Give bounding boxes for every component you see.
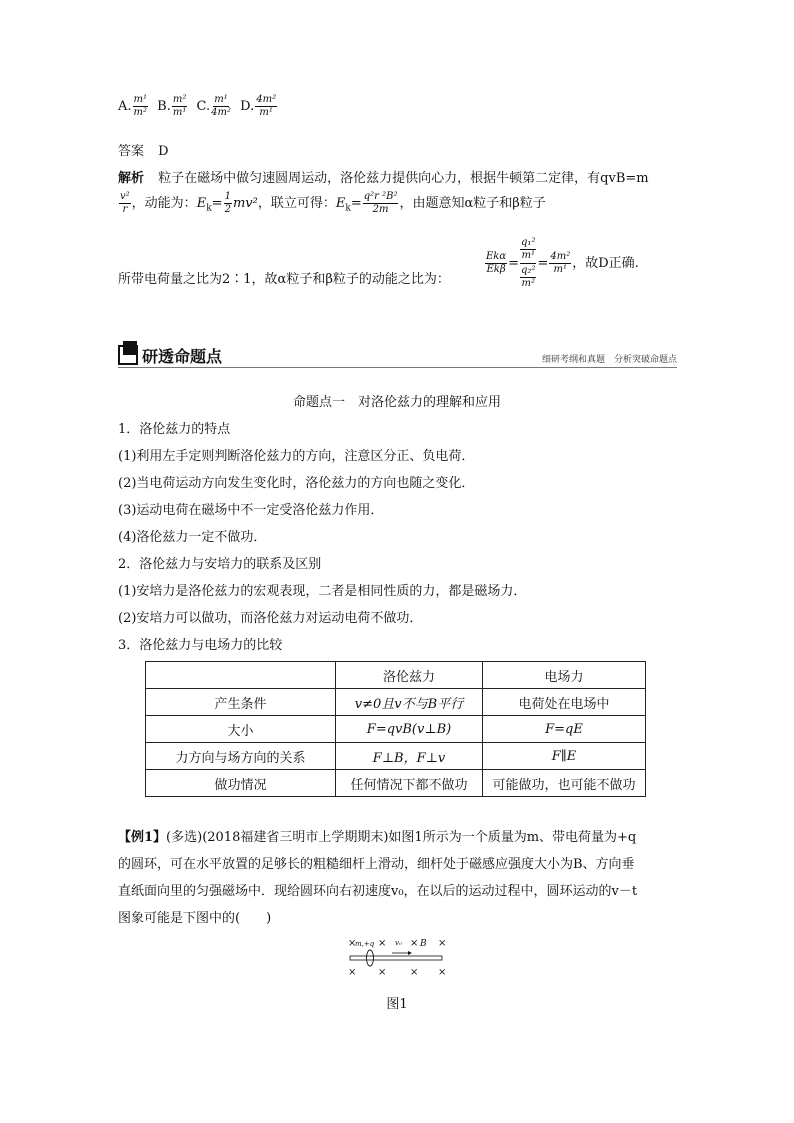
option-c-fraction: $\frac{\text{m¹}}{\text{4m²}}$ <box>211 94 231 118</box>
example-line-3: 直纸面向里的匀强磁场中．现给圆环向右初速度v₀，在以后的运动过程中，圆环运动的v－t <box>118 884 638 899</box>
analysis-line-1 <box>118 167 649 186</box>
table-cell: 任何情况下都不做功 <box>336 770 483 797</box>
table-row <box>146 716 646 743</box>
option-c-label: C. <box>196 99 211 114</box>
example-tag: 【例1】 <box>118 830 167 845</box>
item-4: (3)运动电荷在磁场中不一定受洛伦兹力作用． <box>118 503 384 518</box>
rod <box>350 956 442 960</box>
field-cross: × <box>410 938 419 949</box>
result-fraction: $\frac{\text{4m²}}{\text{m¹}}$ <box>550 251 571 275</box>
velocity-arrowhead <box>408 951 412 955</box>
answer-value: D <box>158 144 169 159</box>
item-1: 1．洛伦兹力的特点 <box>118 422 231 437</box>
item-8: (2)安培力可以做功，而洛伦兹力对运动电荷不做功． <box>118 611 423 626</box>
analysis-text-1: 粒子在磁场中做匀速圆周运动，洛伦兹力提供向心力，根据牛顿第二定律，有qvB=m <box>158 171 649 186</box>
field-cross: × <box>378 938 387 949</box>
analysis-line-2 <box>118 192 546 215</box>
ek-subscript-2: k <box>345 203 351 214</box>
field-cross: × <box>410 967 419 978</box>
option-b-label: B. <box>157 99 171 114</box>
velocity-label: v₀ <box>395 939 402 947</box>
table-header-cell: 洛伦兹力 <box>336 662 483 689</box>
field-cross: × <box>348 967 357 978</box>
ek-symbol: E <box>196 196 207 211</box>
option-d-fraction: $\frac{\text{4m²}}{\text{m¹}}$ <box>256 94 277 118</box>
item-5: (4)洛伦兹力一定不做功． <box>118 530 267 545</box>
section-subtitle: 细研考纲和真题 分析突破命题点 <box>541 355 677 365</box>
figure-caption: 图1 <box>386 997 408 1012</box>
eq-sign-2: = <box>350 196 362 211</box>
eq-sign-3: = <box>508 256 520 271</box>
ratio-expression <box>484 238 639 289</box>
option-a-label: A. <box>118 99 132 114</box>
eq-sign-4: = <box>537 256 549 271</box>
option-d-label: D. <box>240 99 255 114</box>
ek-ratio: $\frac{\text{Ekα}}{\text{Ekβ}}$ <box>486 251 507 275</box>
comparison-table <box>145 661 646 797</box>
section-header <box>118 343 677 368</box>
answer-line <box>118 140 169 159</box>
item-7: (1)安培力是洛伦兹力的宏观表现，二者是相同性质的力，都是磁场力． <box>118 584 527 599</box>
table-cell: F=qE <box>483 716 646 743</box>
table-cell: v≠0且v不与B平行 <box>336 689 483 716</box>
field-cross: × <box>438 938 447 949</box>
section-title: 研透命题点 <box>142 347 223 366</box>
energy-fraction: $\frac{\text{q²r ²B²}}{2m}$ <box>363 191 398 215</box>
analysis-label: 解析 <box>118 171 145 186</box>
example-text-1: (多选)(2018福建省三明市上学期期末)如图1所示为一个质量为m、带电荷量为+q <box>166 830 637 845</box>
item-3: (2)当电荷运动方向发生变化时，洛伦兹力的方向也随之变化． <box>118 476 475 491</box>
ek-subscript: k <box>206 203 212 214</box>
table-cell: 可能做功，也可能不做功 <box>483 770 646 797</box>
field-cross: × <box>378 967 387 978</box>
figure-1 <box>340 934 460 986</box>
table-row <box>146 743 646 770</box>
options-row <box>118 95 278 118</box>
analysis-text-2b: ，联立可得： <box>257 196 336 211</box>
v2-over-r: $\frac{\text{v²}}{r}$ <box>120 191 130 215</box>
analysis-text-2a: ，动能为： <box>131 196 197 211</box>
table-cell: 力方向与场方向的关系 <box>146 743 336 770</box>
answer-label: 答案 <box>118 144 145 159</box>
point-title: 命题点一 对洛伦兹力的理解和应用 <box>292 395 501 410</box>
example-line-1 <box>118 826 636 845</box>
ek-symbol-2: E <box>335 196 346 211</box>
table-cell: 做功情况 <box>146 770 336 797</box>
table-row <box>146 770 646 797</box>
table-cell: F⊥B，F⊥v <box>336 743 483 770</box>
option-b-fraction: $\frac{\text{m²}}{\text{m¹}}$ <box>172 94 187 118</box>
option-a-fraction: $\frac{\text{m¹}}{\text{m²}}$ <box>133 94 148 118</box>
item-9: 3．洛伦兹力与电场力的比较 <box>118 638 283 653</box>
table-cell: 产生条件 <box>146 689 336 716</box>
mass-charge-label: m,+q <box>355 940 375 948</box>
item-6: 2．洛伦兹力与安培力的联系及区别 <box>118 557 322 572</box>
field-cross: × <box>438 967 447 978</box>
field-label: B <box>420 939 427 949</box>
table-header-cell <box>146 662 336 689</box>
field-cross: × <box>348 938 357 949</box>
table-row <box>146 689 646 716</box>
analysis-text-3b: ，故D正确. <box>572 256 639 271</box>
table-header-row <box>146 662 646 689</box>
table-cell: 电荷处在电场中 <box>483 689 646 716</box>
eq-sign: = <box>211 196 223 211</box>
table-cell: F∥E <box>483 743 646 770</box>
half-fraction: $\frac{1}{2}$ <box>224 191 231 215</box>
mv2: mv² <box>232 196 258 211</box>
rod-and-ring <box>340 948 460 968</box>
table-cell: 大小 <box>146 716 336 743</box>
analysis-text-3a: 所带电荷量之比为2∶1，故α粒子和β粒子的动能之比为： <box>118 272 450 287</box>
compound-fraction: $\frac{\frac{\text{q₁²}}{\text{m¹}}}{\frac{\text{q₂²}}{\text{m²}}}$ <box>521 237 536 289</box>
table-header-cell: 电场力 <box>483 662 646 689</box>
table-cell: F=qvB(v⊥B) <box>336 716 483 743</box>
example-line-2: 的圆环，可在水平放置的足够长的粗糙细杆上滑动，细杆处于磁感应强度大小为B、方向垂 <box>118 857 635 872</box>
analysis-line-3 <box>118 268 450 287</box>
analysis-text-2c: ，由题意知α粒子和β粒子 <box>399 196 546 211</box>
item-2: (1)利用左手定则判断洛伦兹力的方向，注意区分正、负电荷． <box>118 449 475 464</box>
section-icon <box>118 345 138 365</box>
example-line-4: 图象可能是下图中的( ) <box>118 911 272 926</box>
